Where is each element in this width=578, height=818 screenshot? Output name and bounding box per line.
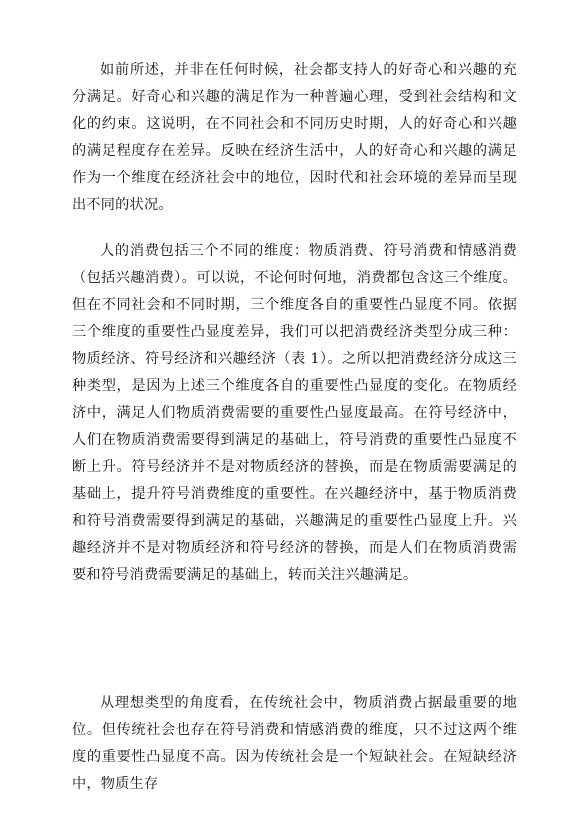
paragraph-consumption-dimensions: 人的消费包括三个不同的维度：物质消费、符号消费和情感消费（包括兴趣消费）。可以说，不论何时何地，消费都包含这三个维度。但在不同社会和不同时期，三个维度各自的重要性凸显度不同。依据三个维度的重要性凸显度差异，我们可以把消费经济类型分成三种：物质经济、符号经济和兴趣经济（表 1）。之所以把消费经济分成这三种类型，是因为上述三个维度各自的重要性凸显度的变化。在物质经济中，满足人们物质消费需要的重要性凸显度最高。在符号经济中，人们在物质消费需要得到满足的基础上，符号消费的重要性凸显度不断上升。符号经济并不是对物质经济的替换，而是在物质需要满足的基础上，提升符号消费维度的重要性。在兴趣经济中，基于物质消费和符号消费需要得到满足的基础，兴趣满足的重要性凸显度上升。兴趣经济并不是对物质经济和符号经济的替换，而是人们在物质消费需要和符号消费需要满足的基础上，转而关注兴趣满足。 bbox=[72, 243, 517, 583]
paragraph-traditional-society: 从理想类型的角度看，在传统社会中，物质消费占据最重要的地位。但传统社会也存在符号消费和情感消费的维度，只不过这两个维度的重要性凸显度不高。因为传统社会是一个短缺社会。在短缺经济中，物质生存 bbox=[72, 695, 517, 792]
paragraph-curiosity-satisfaction: 如前所述，并非在任何时候，社会都支持人的好奇心和兴趣的充分满足。好奇心和兴趣的满足作为一种普遍心理，受到社会结构和文化的约束。这说明，在不同社会和不同历史时期，人的好奇心和兴趣的满足程度存在差异。反映在经济生活中，人的好奇心和兴趣的满足作为一个维度在经济社会中的地位，因时代和社会环境的差异而呈现出不同的状况。 bbox=[72, 62, 517, 213]
